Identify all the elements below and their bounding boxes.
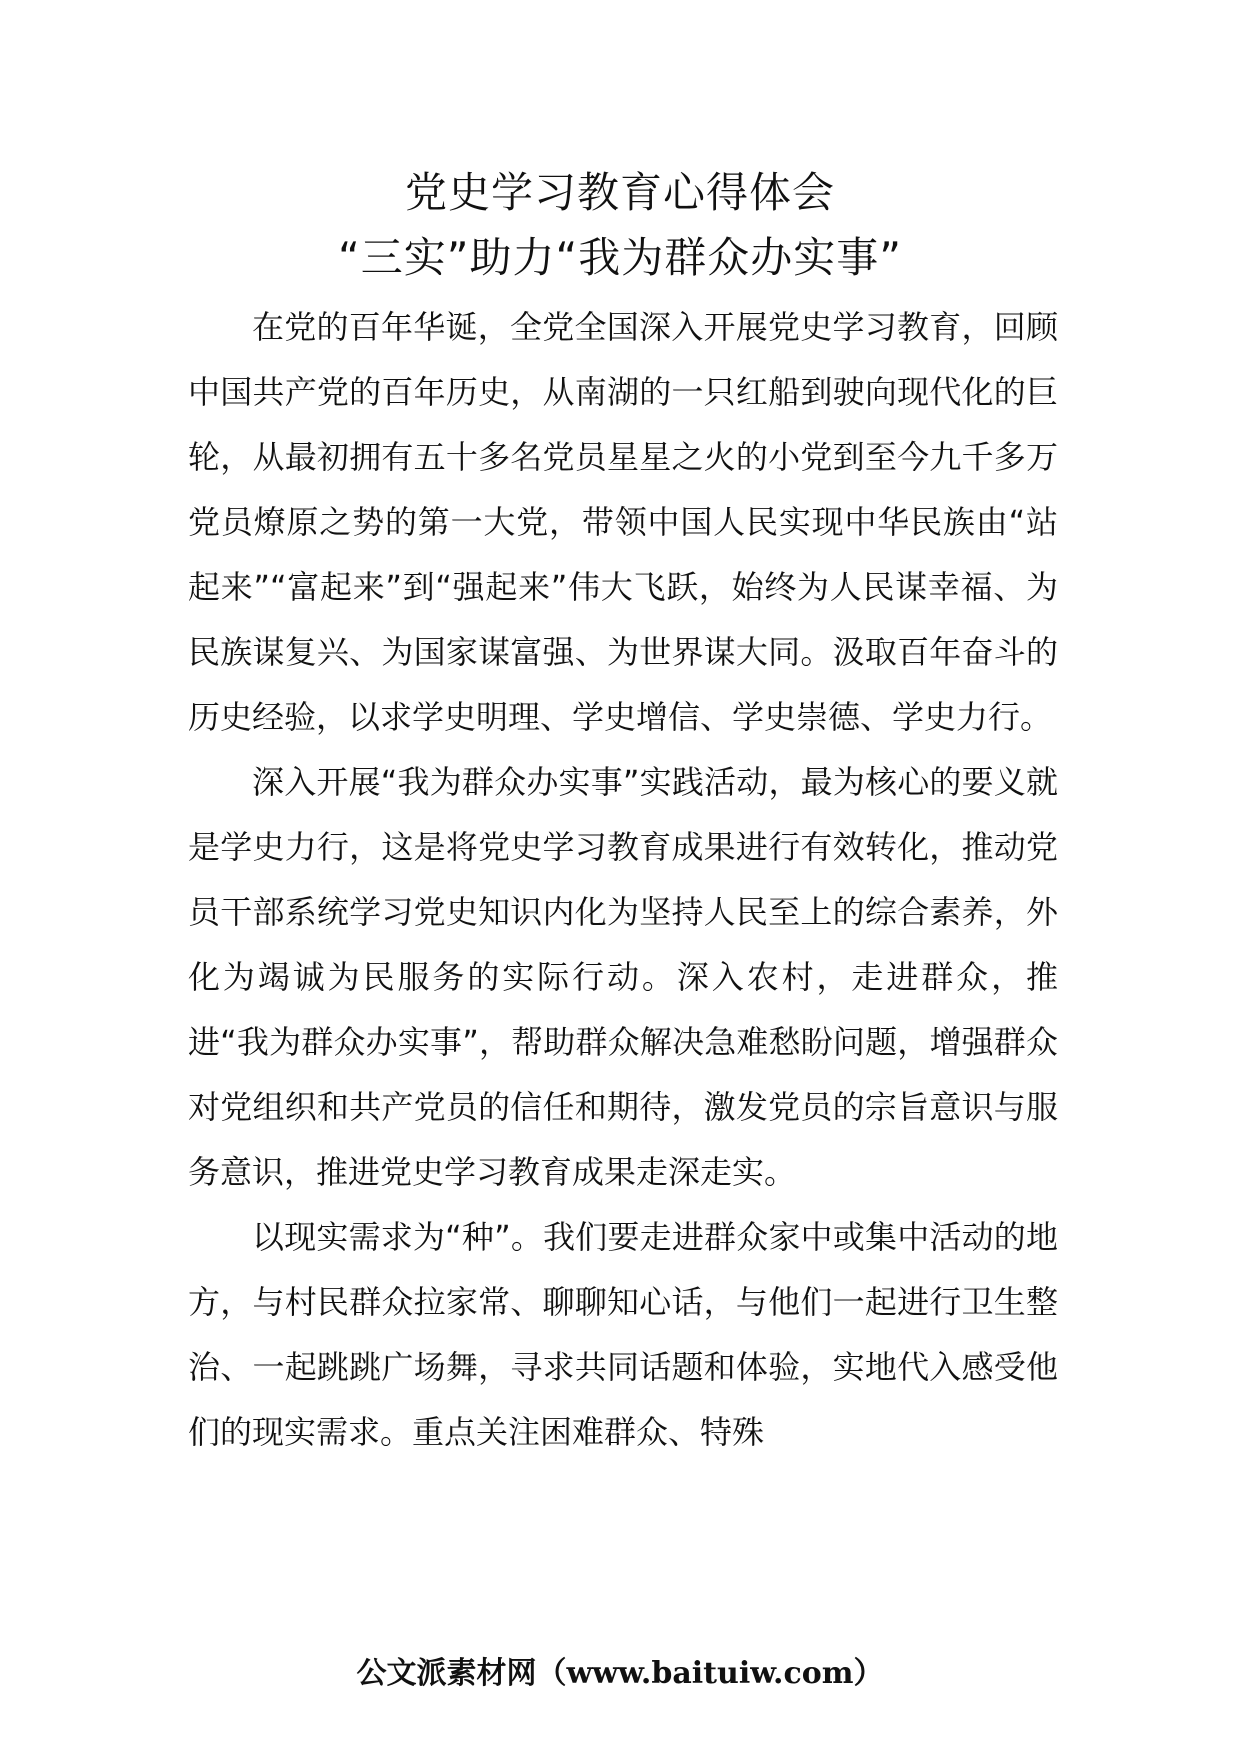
- paragraph-1: 在党的百年华诞，全党全国深入开展党史学习教育，回顾中国共产党的百年历史，从南湖的一只红船到驶向现代化的巨轮，从最初拥有五十多名党员星星之火的小党到至今九千多万党员燎原之势的第一大党，带领中国人民实现中华民族由“站起来”“富起来”到“强起来”伟大飞跃，始终为人民谋幸福、为民族谋复兴、为国家谋富强、为世界谋大同。汲取百年奋斗的历史经验，以求学史明理、学史增信、学史崇德、学史力行。: [188, 308, 1058, 736]
- title-line-2: “三实”助力“我为群众办实事”: [337, 233, 903, 282]
- paragraph-2: 深入开展“我为群众办实事”实践活动，最为核心的要义就是学史力行，这是将党史学习教育成果进行有效转化，推动党员干部系统学习党史知识内化为坚持人民至上的综合素养，外化为竭诚为民服务的实际行动。深入农村，走进群众，推进“我为群众办实事”，帮助群众解决急难愁盼问题，增强群众对党组织和共产党员的信任和期待，激发党员的宗旨意识与服务意识，推进党史学习教育成果走深走实。: [188, 763, 1058, 1191]
- document-title: [0, 160, 1240, 290]
- document-body: [188, 295, 1058, 1465]
- page-footer-watermark: 公文派素材网（www.baituiw.com）: [356, 1656, 884, 1691]
- paragraph-3: 以现实需求为“种”。我们要走进群众家中或集中活动的地方，与村民群众拉家常、聊聊知心话，与他们一起进行卫生整治、一起跳跳广场舞，寻求共同话题和体验，实地代入感受他们的现实需求。重点关注困难群众、特殊: [188, 1218, 1058, 1451]
- title-line-1: 党史学习教育心得体会: [404, 168, 835, 217]
